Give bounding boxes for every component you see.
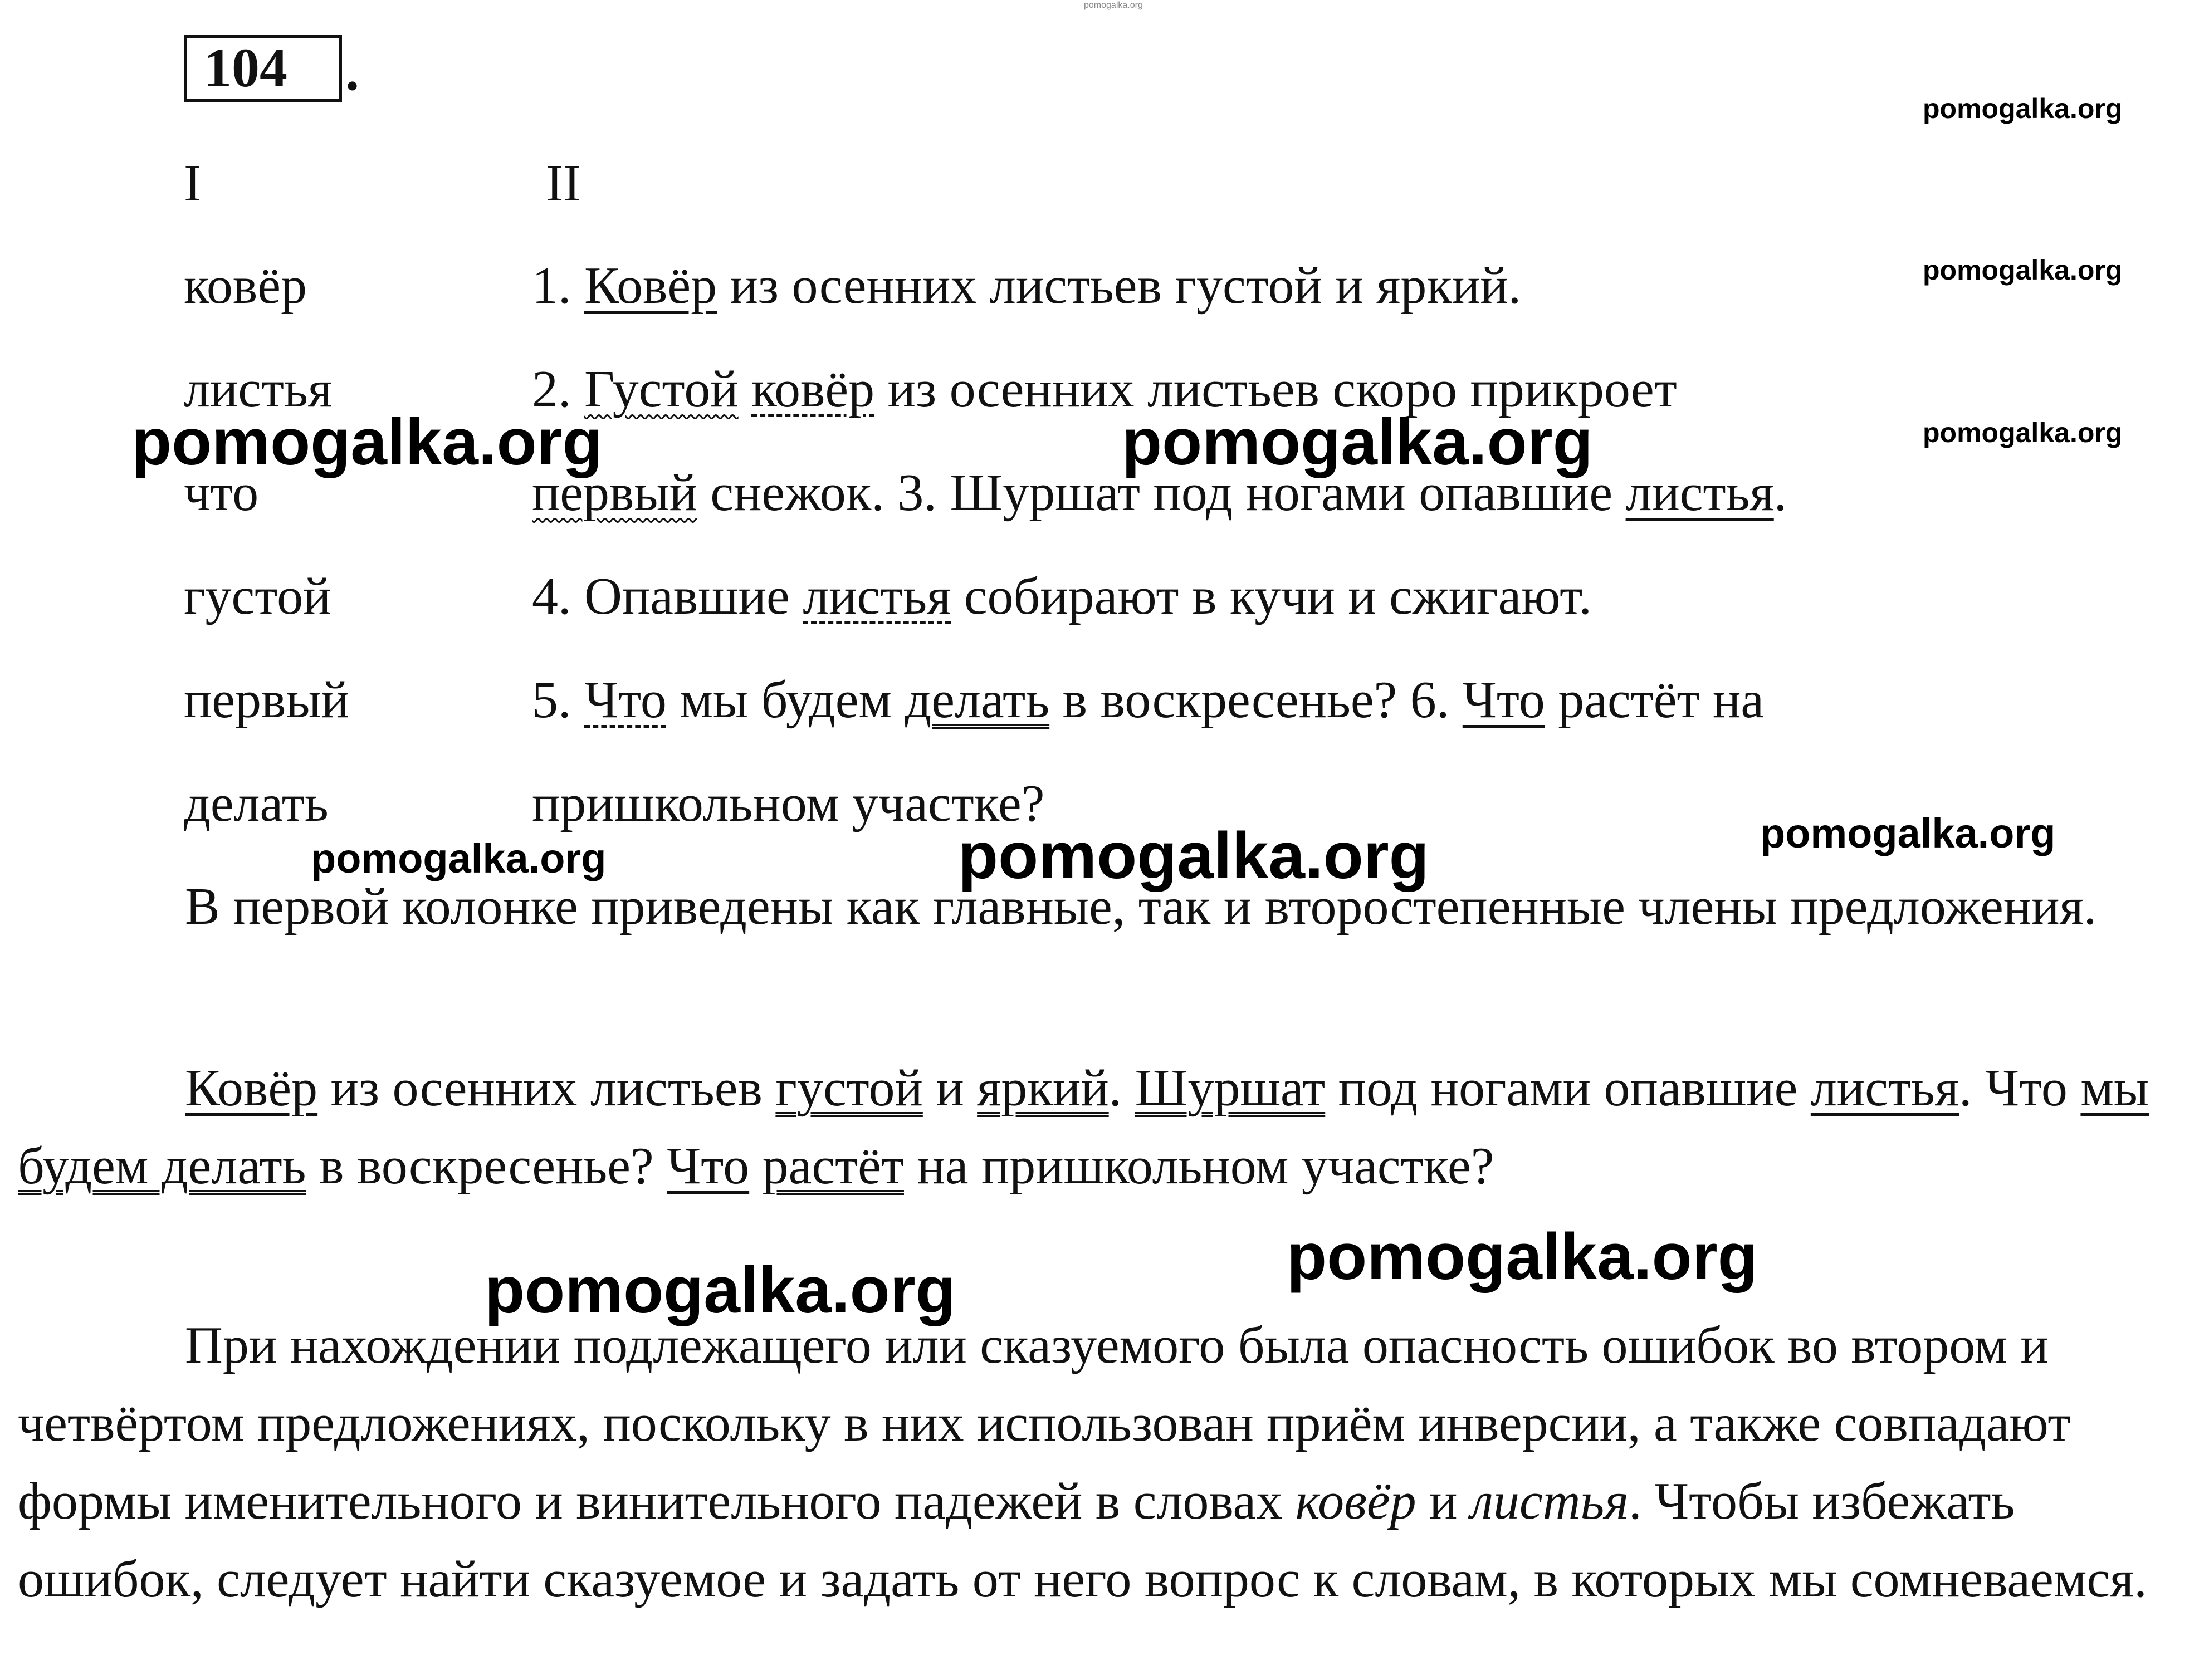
attribute-word: Густой [584,360,739,418]
watermark-medium: pomogalka.org [311,835,607,881]
watermark-large: pomogalka.org [485,1253,956,1327]
predicate-word: будем делать [18,1137,306,1195]
column1-word: ковёр [184,257,307,315]
watermark-small: pomogalka.org [1923,93,2123,124]
watermark-medium: pomogalka.org [1760,810,2056,856]
subject-word: Что [1462,671,1545,729]
object-word: ковёр [751,360,875,418]
task-number: 104 [184,35,342,102]
sentence-line-6: пришкольном участке? [532,775,1045,832]
subject-word: листья [1625,464,1774,522]
predicate-word: яркий [977,1059,1109,1117]
object-word: листья [803,567,951,625]
column1-word: листья [184,360,333,418]
sentence-line-5: 5. Что мы будем делать в воскресенье? 6. Что растёт на [532,671,1765,729]
object-word: Что [584,671,667,729]
column1-word: густой [184,567,331,625]
watermark-top: pomogalka.org [1084,1,1143,10]
predicate-word: растёт [762,1137,904,1195]
column1-word: первый [184,671,349,729]
subject-word: Ковёр [185,1059,318,1117]
attribute-word: первый [532,464,697,522]
subject-word: Что [667,1137,750,1195]
watermark-large: pomogalka.org [131,405,603,479]
watermark-small: pomogalka.org [1923,417,2123,448]
subject-word: Ковёр [584,257,717,315]
subject-word: листья [1810,1059,1959,1117]
watermark-large: pomogalka.org [958,819,1429,893]
column-header-1: I [184,154,202,212]
predicate-word: густой [775,1059,923,1117]
sentence-line-2: 2. Густой ковёр из осенних листьев скоро прикроет [532,360,1677,418]
paragraph-2: Ковёр из осенних листьев густой и яркий. Шуршат под ногами опавшие листья. Что мы будем делать в воскресенье? Что растёт на пришкольном участке? [18,1059,2149,1195]
paragraph-3: При нахождении подлежащего или сказуемого была опасность ошибок во втором и четвёртом предложениях, поскольку в них использован приём инверсии, а также совпадают формы именительного и винительного падежей в словах ковёр и листья. Чтобы избежать ошибок, следует найти сказуемое и задать от него вопрос к словам, в которых мы сомневаемся. [18,1316,2147,1608]
predicate-word: делать [905,671,1050,729]
subject-word: мы [2080,1059,2149,1117]
watermark-large: pomogalka.org [1122,405,1593,479]
paragraph-1: В первой колонке приведены как главные, так и второстепенные члены предложения. [185,878,2097,935]
watermark-small: pomogalka.org [1923,254,2123,286]
sentence-line-4: 4. Опавшие листья собирают в кучи и сжигают. [532,567,1592,625]
sentence-line-3: первый снежок. 3. Шуршат под ногами опавшие листья. [532,464,1787,522]
column-header-2: II [546,154,581,212]
task-number-dot: . [345,40,359,102]
column1-word: что [184,464,259,522]
sentence-line-1: 1. Ковёр из осенних листьев густой и яркий. [532,257,1522,315]
column1-word: делать [184,775,329,832]
predicate-word: Шуршат [1135,1059,1326,1117]
watermark-large: pomogalka.org [1287,1220,1758,1294]
